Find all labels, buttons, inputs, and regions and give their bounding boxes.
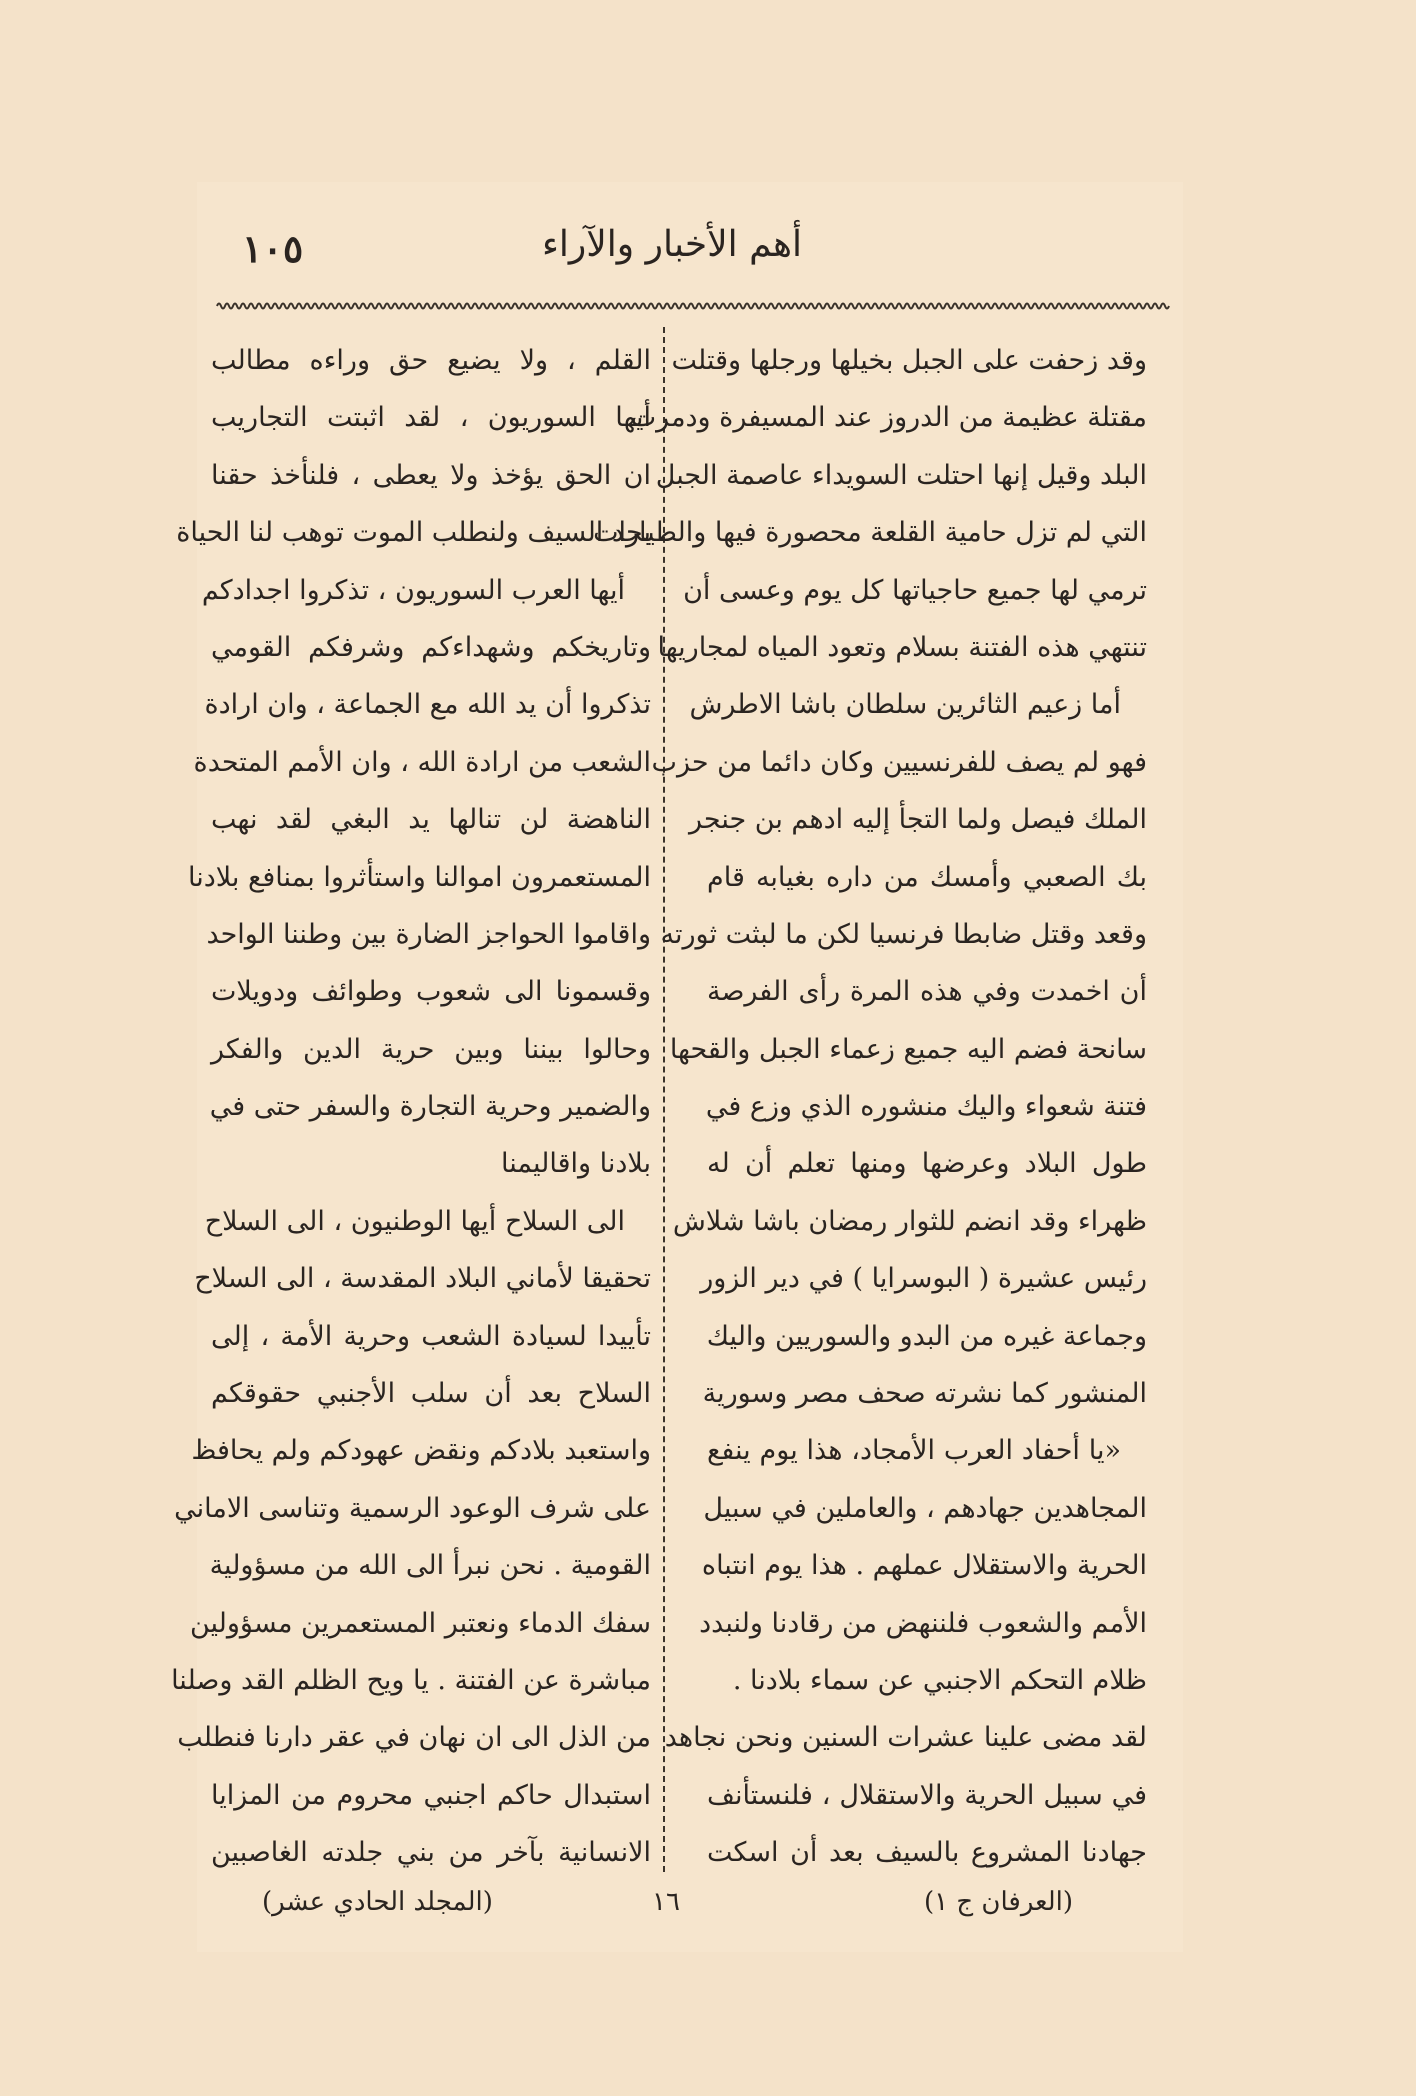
text-line: الناهضة لن تنالها يد البغي لقد نهب [211, 804, 651, 836]
text-line: التي لم تزل حامية القلعة محصورة فيها والطيارات [593, 517, 1147, 549]
right-column [593, 332, 1147, 1882]
text-line: والضمير وحرية التجارة والسفر حتى في [209, 1091, 651, 1123]
page-number: ١٠٥ [242, 226, 304, 271]
text-line: ترمي لها جميع حاجياتها كل يوم وعسى أن [683, 574, 1147, 606]
text-line: وتاريخكم وشهداءكم وشرفكم القومي [211, 631, 651, 663]
text-line: البلد وقيل إنها احتلت السويداء عاصمة الجبل [655, 459, 1147, 491]
text-line: السلاح بعد أن سلب الأجنبي حقوقكم [211, 1378, 651, 1410]
text-line: المستعمرون اموالنا واستأثروا بمنافع بلادنا [188, 861, 651, 893]
text-line: فهو لم يصف للفرنسيين وكان دائما من حزب [651, 746, 1147, 778]
footer-journal: (العرفان ج ١) [923, 1887, 1073, 1917]
text-line: وحالوا بيننا وبين حرية الدين والفكر [211, 1033, 651, 1065]
text-line: تحقيقا لأماني البلاد المقدسة ، الى السلاح [194, 1263, 651, 1295]
text-line: في سبيل الحرية والاستقلال ، فلنستأنف [707, 1779, 1147, 1811]
text-line: مباشرة عن الفتنة . يا ويح الظلم القد وصلنا [171, 1664, 651, 1696]
footer-sheet-number: ١٦ [652, 1887, 680, 1917]
text-line: بك الصعبي وأمسك من داره بغيابه قام [707, 861, 1147, 893]
text-line: طول البلاد وعرضها ومنها تعلم أن له [707, 1148, 1147, 1180]
text-line: وقعد وقتل ضابطا فرنسيا لكن ما لبثت ثورته [660, 918, 1147, 950]
footer-volume: (المجلد الحادي عشر) [262, 1887, 493, 1917]
text-line: الشعب من ارادة الله ، وان الأمم المتحدة [193, 746, 651, 778]
document-page [171, 182, 1183, 1952]
text-line: أيها السوريون ، لقد اثبتت التجاريب [211, 402, 651, 434]
text-line: سفك الدماء ونعتبر المستعمرين مسؤولين [189, 1607, 651, 1639]
text-line: بحد السيف ولنطلب الموت توهب لنا الحياة [176, 517, 651, 549]
text-line: استبدال حاكم اجنبي محروم من المزايا [211, 1779, 651, 1811]
page-footer [197, 1887, 1183, 1937]
text-line: القلم ، ولا يضيع حق وراءه مطالب [211, 345, 651, 376]
text-line: واقاموا الحواجز الضارة بين وطننا الواحد [206, 918, 651, 950]
text-line: ظلام التحكم الاجنبي عن سماء بلادنا . [732, 1664, 1147, 1696]
text-line: ظهراء وقد انضم للثوار رمضان باشا شلاش [672, 1205, 1147, 1237]
text-line: وقسمونا الى شعوب وطوائف ودويلات [211, 976, 651, 1008]
left-column [171, 332, 651, 1882]
text-line: «يا أحفاد العرب الأمجاد، هذا يوم ينفع [707, 1435, 1121, 1467]
text-line: أما زعيم الثائرين سلطان باشا الاطرش [689, 689, 1121, 721]
text-line: واستعبد بلادكم ونقض عهودكم ولم يحافظ [191, 1435, 651, 1467]
text-line: لقد مضى علينا عشرات السنين ونحن نجاهد [664, 1722, 1147, 1754]
text-line: الملك فيصل ولما التجأ إليه ادهم بن جنجر [689, 804, 1147, 836]
text-line: وقد زحفت على الجبل بخيلها ورجلها وقتلت [671, 345, 1147, 376]
text-line: الى السلاح أيها الوطنيون ، الى السلاح [204, 1205, 625, 1237]
text-line: أيها العرب السوريون ، تذكروا اجدادكم [201, 574, 625, 606]
text-line: الأمم والشعوب فلننهض من رقادنا ولنبدد [699, 1607, 1147, 1639]
text-line: وجماعة غيره من البدو والسوريين واليك [706, 1320, 1147, 1352]
text-line: الانسانية بآخر من بني جلدته الغاصبين [211, 1837, 651, 1869]
text-line: مقتلة عظيمة من الدروز عند المسيفرة ودمرت [630, 402, 1147, 434]
text-line: ان الحق يؤخذ ولا يعطى ، فلنأخذ حقنا [211, 459, 651, 491]
text-line: القومية . نحن نبرأ الى الله من مسؤولية [209, 1550, 651, 1582]
text-line: بلادنا واقاليمنا [500, 1148, 651, 1180]
text-line: تنتهي هذه الفتنة بسلام وتعود المياه لمجاريها [657, 631, 1147, 663]
running-title: أهم الأخبار والآراء [541, 224, 803, 265]
text-line: تأييدا لسيادة الشعب وحرية الأمة ، إلى [211, 1320, 651, 1352]
text-line: رئيس عشيرة ( البوسرايا ) في دير الزور [700, 1263, 1147, 1295]
text-line: تذكروا أن يد الله مع الجماعة ، وان ارادة [204, 689, 651, 721]
text-line: الحرية والاستقلال عملهم . هذا يوم انتباه [701, 1550, 1147, 1582]
page-header [197, 222, 1183, 292]
text-columns [171, 332, 1147, 1882]
wavy-rule-divider [217, 300, 1163, 312]
text-line: على شرف الوعود الرسمية وتناسى الاماني [174, 1492, 651, 1524]
text-line: فتنة شعواء واليك منشوره الذي وزع في [705, 1091, 1147, 1123]
text-line: سانحة فضم اليه جميع زعماء الجبل والقحها [669, 1033, 1147, 1065]
text-line: المجاهدين جهادهم ، والعاملين في سبيل [703, 1492, 1147, 1524]
text-line: أن اخمدت وفي هذه المرة رأى الفرصة [707, 976, 1147, 1008]
text-line: جهادنا المشروع بالسيف بعد أن اسكت [707, 1837, 1147, 1869]
text-line: من الذل الى ان نهان في عقر دارنا فنطلب [177, 1722, 651, 1754]
text-line: المنشور كما نشرته صحف مصر وسورية [702, 1378, 1147, 1410]
